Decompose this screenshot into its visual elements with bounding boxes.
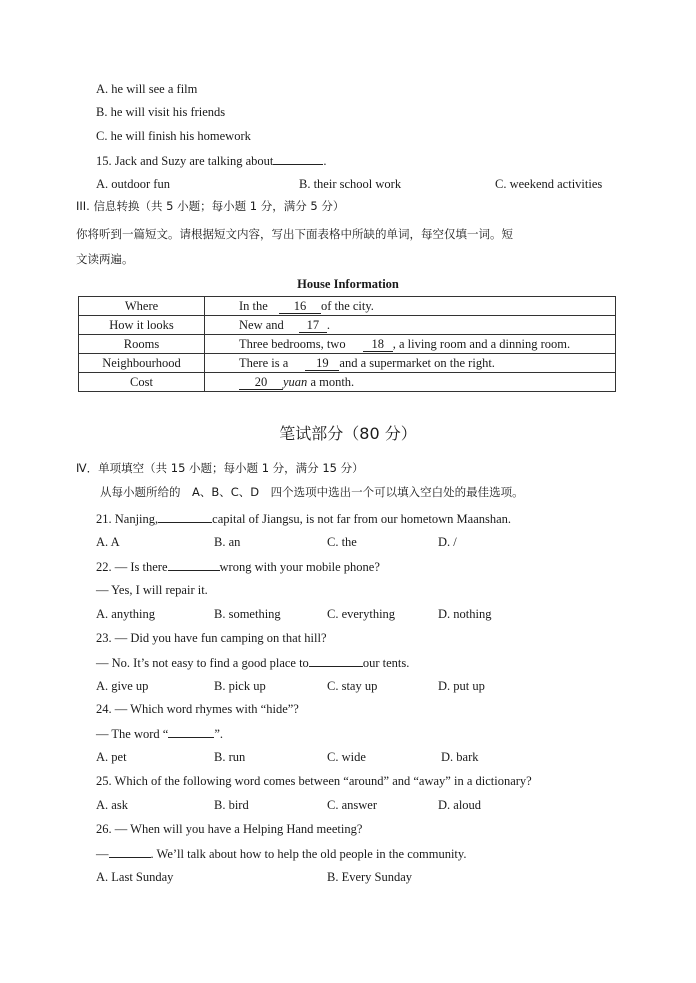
q26-option-a: A. Last Sunday	[96, 870, 174, 884]
q25-option-d: D. aloud	[438, 798, 482, 812]
row-value-post: .	[326, 318, 331, 332]
table-row	[79, 316, 616, 335]
q21-option-d: D. /	[438, 535, 457, 549]
q25-option-c: C. answer	[327, 798, 377, 812]
row-value-post: and a supermarket on the right.	[339, 356, 495, 370]
q24-option-c: C. wide	[327, 750, 366, 764]
q21-stem	[96, 510, 511, 527]
q23-blank	[309, 654, 363, 667]
row-value-pre: There is a	[239, 356, 289, 370]
q22-stem-pre: 22. — Is there	[96, 560, 168, 574]
q25-stem: 25. Which of the following word comes between “around” and “away” in a dictionary?	[96, 774, 532, 788]
q23-option-b: B. pick up	[214, 679, 266, 693]
row-value-post: , a living room and a dinning room.	[392, 337, 571, 351]
q21-option-b: B. an	[214, 535, 241, 549]
blank-18: 18	[363, 338, 393, 352]
q22-option-d: D. nothing	[438, 607, 492, 621]
row-value-post: of the city.	[320, 299, 374, 313]
row-label: Where	[79, 297, 205, 316]
q22-reply: — Yes, I will repair it.	[96, 583, 208, 597]
row-value-pre: New and	[239, 318, 284, 332]
q25-option-b: B. bird	[214, 798, 249, 812]
q22-blank	[168, 558, 220, 571]
q21-stem-post: capital of Jiangsu, is not far from our hometown Maanshan.	[212, 512, 512, 526]
q24-option-d: D. bark	[441, 750, 479, 764]
q26-reply	[96, 845, 466, 862]
q22-option-c: C. everything	[327, 607, 396, 621]
q15-option-a: A. outdoor fun	[96, 177, 170, 191]
q24-stem: 24. — Which word rhymes with “hide”?	[96, 702, 299, 716]
q23-option-a: A. give up	[96, 679, 149, 693]
q25-option-a: A. ask	[96, 798, 128, 812]
q24-reply	[96, 725, 223, 742]
q23-option-c: C. stay up	[327, 679, 378, 693]
section4-instruction: 从每小题所给的 A、B、C、D 四个选项中选出一个可以填入空白处的最佳选项。	[100, 485, 524, 499]
q22-option-b: B. something	[214, 607, 281, 621]
q23-reply-post: our tents.	[362, 656, 410, 670]
q22-stem	[96, 558, 380, 575]
section3-instruction-line1: 你将听到一篇短文。请根据短文内容，写出下面表格中所缺的单词，每空仅填一词。短	[76, 227, 513, 241]
row-value-pre: In the	[239, 299, 268, 313]
house-info-table	[78, 296, 616, 392]
q21-blank	[158, 510, 212, 523]
row-label: Neighbourhood	[79, 354, 205, 373]
table-title: House Information	[297, 277, 399, 291]
q21-option-c: C. the	[327, 535, 357, 549]
row-label: How it looks	[79, 316, 205, 335]
row-label: Rooms	[79, 335, 205, 354]
row-value-post: a month.	[307, 375, 355, 389]
q24-option-a: A. pet	[96, 750, 127, 764]
q24-reply-post: ”.	[214, 727, 224, 741]
q21-option-a: A. A	[96, 535, 120, 549]
table-row	[79, 354, 616, 373]
q14-option-a: A. he will see a film	[96, 82, 198, 96]
table-row	[79, 297, 616, 316]
q23-reply-pre: — No. It’s not easy to find a good place to	[96, 656, 309, 670]
row-value	[205, 297, 616, 316]
q15-stem-tail: .	[323, 154, 327, 168]
q24-option-b: B. run	[214, 750, 246, 764]
table-row	[79, 335, 616, 354]
q15-stem	[96, 152, 327, 169]
row-value	[205, 335, 616, 354]
q26-reply-post: . We’ll talk about how to help the old people in the community.	[150, 847, 467, 861]
q15-blank	[273, 152, 323, 165]
section4-heading: Ⅳ．单项填空（共 15 小题；每小题 1 分，满分 15 分）	[76, 461, 364, 475]
q14-option-c: C. he will finish his homework	[96, 129, 251, 143]
q24-reply-pre: — The word “	[96, 727, 169, 741]
q15-option-c: C. weekend activities	[495, 177, 603, 191]
row-value	[205, 373, 616, 392]
q15-stem-text: 15. Jack and Suzy are talking about	[96, 154, 274, 168]
row-label: Cost	[79, 373, 205, 392]
row-value-pre: Three bedrooms, two	[239, 337, 346, 351]
written-part-title: 笔试部分（80 分）	[279, 424, 417, 443]
row-value	[205, 316, 616, 335]
blank-16: 16	[279, 300, 321, 314]
q14-option-b: B. he will visit his friends	[96, 105, 226, 119]
blank-17: 17	[299, 319, 327, 333]
q15-option-b: B. their school work	[299, 177, 402, 191]
q26-reply-pre: —	[96, 847, 109, 861]
q23-option-d: D. put up	[438, 679, 485, 693]
q23-stem: 23. — Did you have fun camping on that hill?	[96, 631, 327, 645]
table-row	[79, 373, 616, 392]
q23-reply	[96, 654, 409, 671]
q26-blank	[109, 845, 151, 858]
section3-instruction-line2: 文读两遍。	[76, 252, 134, 266]
section3-heading: III. 信息转换（共 5 小题；每小题 1 分，满分 5 分）	[76, 199, 345, 213]
q26-option-b: B. Every Sunday	[327, 870, 413, 884]
q21-stem-pre: 21. Nanjing,	[96, 512, 159, 526]
q22-stem-post: wrong with your mobile phone?	[219, 560, 380, 574]
blank-20: 20	[239, 376, 283, 390]
blank-19: 19	[305, 357, 339, 371]
q24-blank	[168, 725, 214, 738]
row-value	[205, 354, 616, 373]
q22-option-a: A. anything	[96, 607, 156, 621]
q26-stem: 26. — When will you have a Helping Hand meeting?	[96, 822, 363, 836]
row-value-italic: yuan	[283, 375, 308, 389]
